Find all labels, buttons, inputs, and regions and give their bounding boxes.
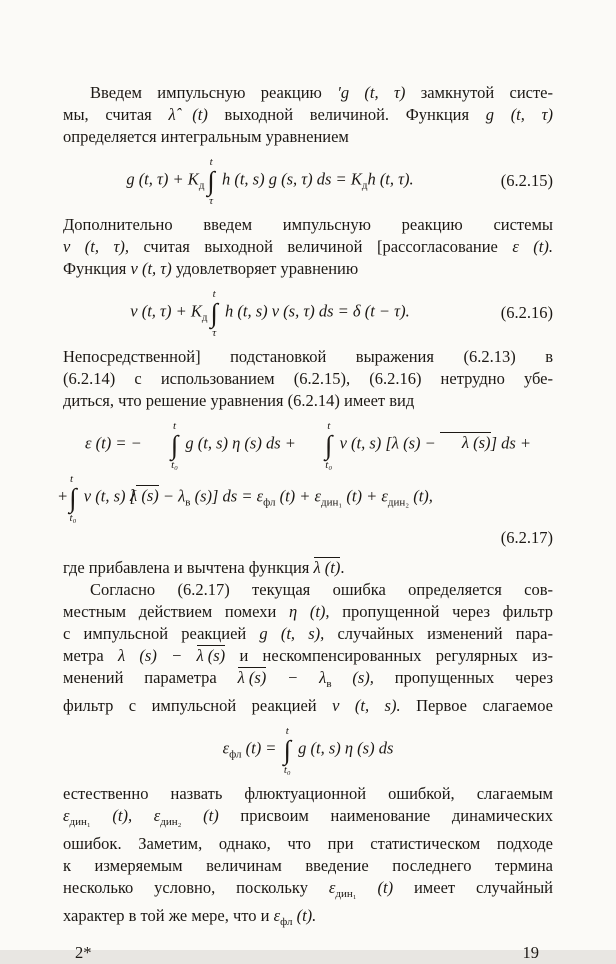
- integral-symbol: ∫: [283, 735, 291, 765]
- integral-sign: [149, 420, 178, 471]
- text-line: [63, 623, 553, 645]
- math-subscript: фл: [263, 496, 276, 509]
- math-run: (t): [181, 806, 219, 825]
- integral-lower-limit: t₀: [283, 764, 291, 776]
- integral-lower-limit: t₀: [325, 459, 333, 471]
- paragraph-5: [63, 346, 553, 412]
- page-number: 19: [522, 943, 539, 962]
- display-equation: [63, 287, 553, 338]
- math-subscript: д: [361, 179, 368, 192]
- math-run: (t): [356, 878, 394, 897]
- text-line: [63, 82, 553, 104]
- text-run: естественно назвать флюктуационной ошибкой, слагаемым: [63, 784, 553, 803]
- text-line: [63, 783, 553, 805]
- math-run: (t) =: [241, 738, 281, 758]
- equation-line: [63, 724, 553, 775]
- overlined-expression: λ (s): [130, 486, 159, 506]
- math-run: − λ: [266, 668, 327, 687]
- text-run: и нескомпенсированных регулярных из-: [225, 646, 553, 665]
- paragraph-8: [63, 579, 553, 717]
- math-run: g (t, s) η (s) ds +: [181, 433, 301, 453]
- text-run: определяется интегральным уравнением: [63, 127, 349, 146]
- math-run: g (t, s) η (s) ds: [293, 738, 394, 758]
- text-run: .: [340, 558, 345, 577]
- integral-upper-limit: t: [173, 420, 177, 432]
- text-run: замкнутой систе-: [405, 83, 553, 102]
- paragraph-1: [63, 82, 553, 148]
- math-run: ε: [63, 806, 70, 825]
- math-run: η (t),: [288, 602, 330, 621]
- math-run: g (t, τ): [485, 105, 553, 124]
- text-run: Функция: [63, 259, 131, 278]
- paragraph-3: [63, 214, 553, 280]
- text-run: имеет случайный: [393, 878, 554, 897]
- math-run: (t).: [292, 906, 317, 925]
- math-run: ε: [328, 878, 336, 897]
- integral-sign: [284, 725, 291, 776]
- text-line: [63, 855, 553, 877]
- overlined-expression: λ (s): [196, 646, 226, 665]
- integral-symbol: ∫: [325, 430, 333, 460]
- equation-number: (6.2.16): [500, 302, 553, 322]
- text-run: выходной величиной. Функция: [207, 105, 486, 124]
- text-run: с импульсной реакцией: [63, 624, 260, 643]
- text-run: случайных изменений пара-: [324, 624, 553, 643]
- math-run: (t), ε: [90, 806, 161, 825]
- math-run: v (t, τ),: [63, 237, 129, 256]
- math-subscript: дин₁: [335, 888, 357, 900]
- math-run: g (t, s),: [259, 624, 325, 643]
- text-run: Первое слагаемое: [400, 696, 553, 715]
- integral-symbol: ∫: [207, 166, 215, 196]
- display-equation: [63, 724, 553, 775]
- math-subscript: фл: [280, 916, 293, 928]
- math-run: ε (t).: [512, 237, 554, 256]
- math-subscript: фл: [229, 748, 242, 761]
- math-run: ε: [273, 906, 281, 925]
- text-line: [63, 104, 553, 126]
- text-run: пропущенных через: [373, 668, 554, 687]
- text-run: метра: [63, 646, 119, 665]
- math-run: λ̂ (t): [168, 105, 208, 124]
- text-line: [63, 695, 553, 717]
- math-subscript: д: [198, 179, 205, 192]
- text-line: [63, 126, 553, 148]
- math-run: h (t, s) v (s, τ) ds = δ (t − τ).: [220, 301, 410, 321]
- page-footer: [63, 942, 553, 964]
- integral-sign: [303, 420, 332, 471]
- overlined-expression: λ (s): [237, 668, 267, 687]
- display-equation: [57, 419, 553, 549]
- text-run: где прибавлена и вычтена функция: [63, 558, 314, 577]
- math-run: v (t, s) [λ (s) −: [335, 433, 440, 453]
- integral-symbol: ∫: [210, 298, 218, 328]
- text-run: считая выходной величиной [рассогласование: [128, 237, 513, 256]
- display-equation: [63, 155, 553, 206]
- equation-line: [63, 287, 477, 338]
- math-run: (t) + ε: [275, 486, 322, 506]
- math-run: ] ds +: [490, 433, 532, 453]
- text-line: [63, 557, 553, 579]
- integral-sign: [210, 288, 217, 339]
- text-run: характер в той же мере, что и: [63, 906, 274, 925]
- equation-line: [63, 419, 553, 470]
- overlined-expression: λ (t): [313, 558, 341, 577]
- math-run: v (t, s).: [332, 696, 401, 715]
- integral-upper-limit: t: [209, 156, 213, 168]
- paragraph-10: [63, 783, 553, 933]
- math-run: λ (s) −: [118, 646, 197, 665]
- text-run: ошибок. Заметим, однако, что при статистическом подходе: [63, 834, 553, 853]
- math-run: ′g (t, τ): [337, 83, 406, 102]
- text-line: [63, 368, 553, 390]
- equation-number: (6.2.17): [500, 528, 553, 547]
- text-run: пропущенной через фильтр: [329, 602, 553, 621]
- text-line: [63, 214, 553, 236]
- text-run: менений параметра: [63, 668, 238, 687]
- text-line: [63, 258, 553, 280]
- equation-line: [57, 472, 553, 524]
- math-run: (s)] ds = ε: [190, 486, 264, 506]
- integral-symbol: ∫: [69, 483, 77, 513]
- integral-upper-limit: t: [327, 420, 331, 432]
- math-run: ε: [222, 738, 230, 758]
- footer-signature-mark: 2*: [75, 943, 92, 962]
- text-run: к измеряемым величинам введение последнего термина: [63, 856, 553, 875]
- math-run: ε (t) = −: [85, 433, 146, 453]
- text-line: [63, 579, 553, 601]
- equation-line: [63, 155, 477, 206]
- text-run: присвоим наименование динамических: [218, 806, 554, 825]
- text-line: [63, 877, 553, 905]
- integral-sign: t ∫ t₀: [69, 473, 77, 524]
- math-run: g (t, τ) + K: [126, 169, 199, 189]
- math-run: h (t, τ).: [367, 169, 414, 189]
- equation-number: (6.2.15): [500, 170, 553, 190]
- integral-sign: [207, 156, 214, 207]
- text-run: местным действием помехи: [63, 602, 289, 621]
- text-run: диться, что решение уравнения (6.2.14) имеет вид: [63, 391, 415, 410]
- math-subscript: в: [185, 496, 191, 509]
- text-run: (6.2.14) с использованием (6.2.15), (6.2.16) нетрудно убе-: [63, 369, 553, 388]
- text-run: удовлетворяет уравнению: [171, 259, 359, 278]
- text-run: Непосредственной] подстановкой выражения (6.2.13) в: [63, 347, 553, 366]
- text-run: фильтр с импульсной реакцией: [63, 696, 333, 715]
- text-line: [63, 805, 553, 833]
- math-run: (s),: [331, 668, 374, 687]
- text-line: [63, 645, 553, 667]
- text-run: Согласно (6.2.17) текущая ошибка определяется сов-: [90, 580, 553, 599]
- text-line: [63, 346, 553, 368]
- integral-upper-limit: t: [285, 725, 289, 737]
- integral-lower-limit: t₀: [171, 459, 178, 471]
- text-line: [63, 390, 553, 412]
- text-line: [63, 601, 553, 623]
- math-run: v (t, s) [: [79, 486, 137, 506]
- text-run: Дополнительно введем импульсную реакцию системы: [63, 215, 553, 234]
- integral-symbol: ∫: [170, 430, 179, 460]
- text-run: несколько условно, поскольку: [63, 878, 329, 897]
- paragraph-7: [63, 557, 553, 579]
- math-subscript: дин₂: [160, 816, 182, 828]
- integral-lower-limit: τ: [212, 327, 217, 339]
- page-content: [57, 82, 554, 933]
- integral-lower-limit: τ: [209, 195, 214, 207]
- math-subscript: дин₁: [69, 816, 91, 828]
- math-run: +: [57, 486, 73, 506]
- math-subscript: дин₁: [321, 496, 343, 509]
- math-run: h (t, s) g (s, τ) ds = K: [217, 169, 362, 189]
- math-run: (t),: [409, 486, 433, 506]
- math-run: − λ: [158, 486, 186, 506]
- text-line: [63, 667, 553, 695]
- math-run: (t) + ε: [342, 486, 388, 506]
- math-run: v (t, τ) + K: [130, 301, 202, 321]
- integral-lower-limit: t₀: [69, 512, 77, 524]
- text-run: мы, считая: [63, 105, 169, 124]
- text-line: [63, 236, 553, 258]
- math-subscript: дин₂: [387, 496, 410, 509]
- math-run: v (t, τ): [130, 259, 172, 278]
- text-run: Введем импульсную реакцию: [90, 83, 338, 102]
- integral-upper-limit: t: [212, 288, 216, 300]
- math-subscript: д: [201, 311, 208, 324]
- text-line: [63, 905, 553, 933]
- math-subscript: в: [326, 678, 332, 690]
- text-line: [63, 833, 553, 855]
- overlined-expression: λ (s): [440, 432, 491, 451]
